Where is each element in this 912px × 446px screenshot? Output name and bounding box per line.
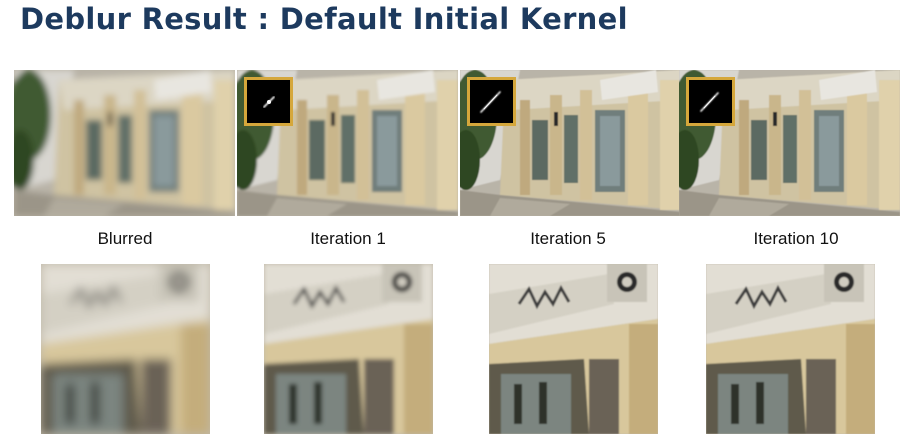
kernel-estimate-iteration-5 xyxy=(467,77,516,126)
caption-iteration-1: Iteration 1 xyxy=(310,229,386,248)
blurred-photo xyxy=(14,70,235,216)
blurred-crop xyxy=(41,264,210,434)
caption-iteration-5: Iteration 5 xyxy=(530,229,606,248)
kernel-estimate-iteration-1 xyxy=(244,77,293,126)
iteration-10-crop xyxy=(706,264,875,434)
iteration-5-photo xyxy=(460,70,681,216)
caption-blurred: Blurred xyxy=(97,229,153,248)
iteration-1-crop xyxy=(264,264,433,434)
slide-title: Deblur Result : Default Initial Kernel xyxy=(20,2,628,36)
caption-iteration-10: Iteration 10 xyxy=(753,229,839,248)
iteration-5-crop xyxy=(489,264,658,434)
iteration-1-photo xyxy=(237,70,458,216)
kernel-estimate-iteration-10 xyxy=(686,77,735,126)
iteration-10-photo xyxy=(679,70,900,216)
